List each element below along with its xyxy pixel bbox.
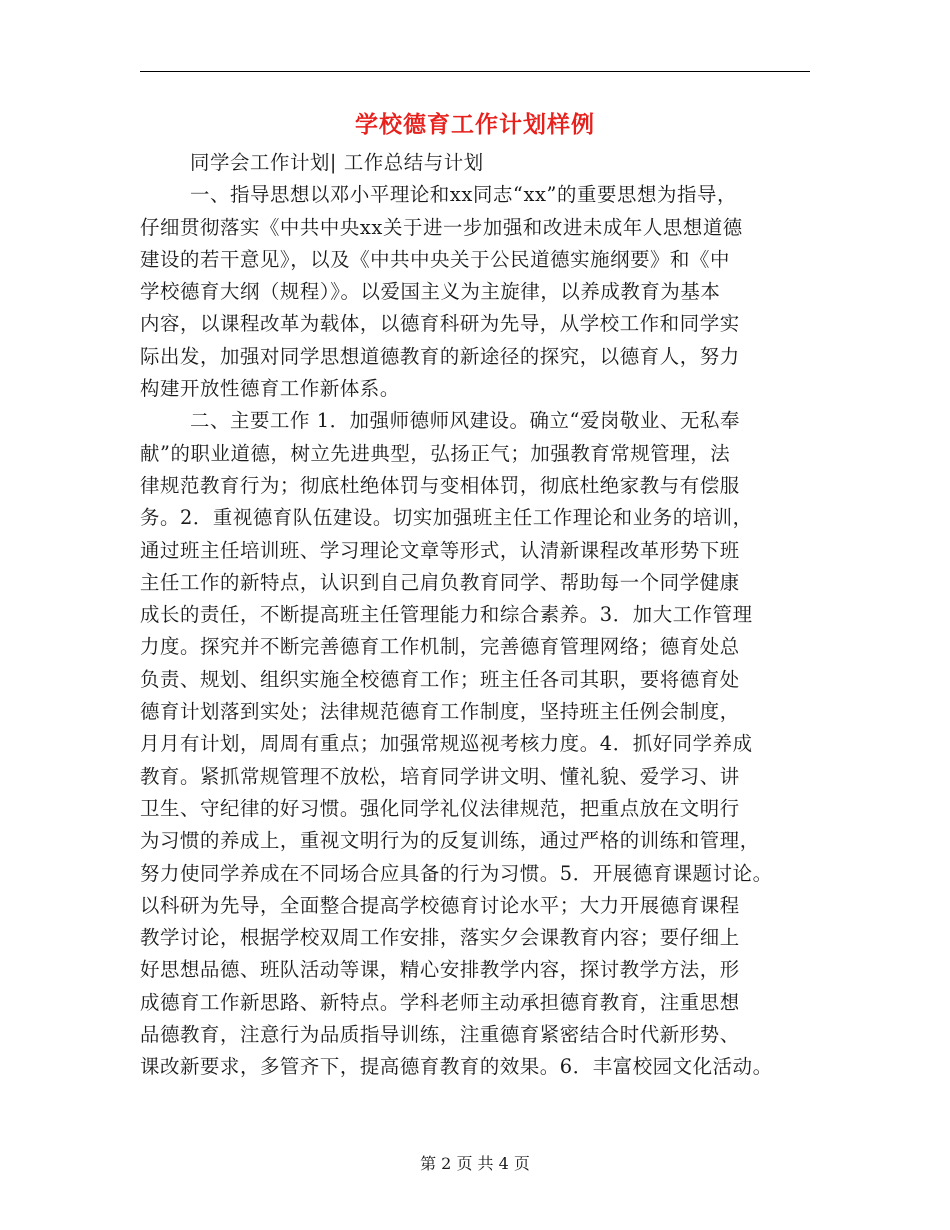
paragraph-line: 献”的职业道德，树立先进典型，弘扬正气；加强教育常规管理，法 <box>140 441 731 465</box>
paragraph-line: 负责、规划、组织实施全校德育工作；班主任各司其职，要将德育处 <box>140 667 740 691</box>
paragraph-line: 成长的责任，不断提高班主任管理能力和综合素养。3．加大工作管理 <box>140 603 753 627</box>
paragraph-line: 好思想品德、班队活动等课，精心安排教学内容，探讨教学方法，形 <box>140 958 740 982</box>
header-rule <box>140 71 810 72</box>
paragraph-line: 教学讨论，根据学校双周工作安排，落实夕会课教育内容；要仔细上 <box>140 926 740 950</box>
paragraph-line: 建设的若干意见》，以及《中共中央关于公民道德实施纲要》和《中 <box>140 247 731 271</box>
paragraph-line: 学校德育大纲（规程）》。以爱国主义为主旋律，以养成教育为基本 <box>140 280 721 304</box>
paragraph-line: 力度。探究并不断完善德育工作机制，完善德育管理网络；德育处总 <box>140 635 740 659</box>
paragraph-line: 律规范教育行为；彻底杜绝体罚与变相体罚，彻底杜绝家教与有偿服 <box>140 473 740 497</box>
paragraph-line: 努力使同学养成在不同场合应具备的行为习惯。5．开展德育课题讨论。 <box>140 861 773 885</box>
paragraph-line: 二、主要工作 1．加强师德师风建设。确立“爱岗敬业、无私奉 <box>190 409 740 433</box>
paragraph-line: 课改新要求，多管齐下，提高德育教育的效果。6．丰富校园文化活动。 <box>140 1055 773 1079</box>
paragraph-line: 通过班主任培训班、学习理论文章等形式，认清新课程改革形势下班 <box>140 538 740 562</box>
paragraph-line: 卫生、守纪律的好习惯。强化同学礼仪法律规范，把重点放在文明行 <box>140 796 740 820</box>
paragraph-line: 构建开放性德育工作新体系。 <box>140 377 400 401</box>
paragraph-line: 际出发，加强对同学思想道德教育的新途径的探究，以德育人，努力 <box>140 344 740 368</box>
paragraph-line: 仔细贯彻落实《中共中央xx关于进一步加强和改进未成年人思想道德 <box>140 215 743 239</box>
paragraph-line: 以科研为先导，全面整合提高学校德育讨论水平；大力开展德育课程 <box>140 893 740 917</box>
paragraph-line: 成德育工作新思路、新特点。学科老师主动承担德育教育，注重思想 <box>140 990 740 1014</box>
subtitle-line: 同学会工作计划| 工作总结与计划 <box>190 151 484 174</box>
paragraph-line: 品德教育，注意行为品质指导训练，注重德育紧密结合时代新形势、 <box>140 1023 740 1047</box>
document-title: 学校德育工作计划样例 <box>355 111 595 138</box>
paragraph-line: 教育。紧抓常规管理不放松，培育同学讲文明、懂礼貌、爱学习、讲 <box>140 764 740 788</box>
paragraph-line: 为习惯的养成上，重视文明行为的反复训练，通过严格的训练和管理， <box>140 829 760 853</box>
paragraph-line: 主任工作的新特点，认识到自己肩负教育同学、帮助每一个同学健康 <box>140 570 740 594</box>
paragraph-line: 德育计划落到实处；法律规范德育工作制度，坚持班主任例会制度， <box>140 700 740 724</box>
paragraph-line: 月月有计划，周周有重点；加强常规巡视考核力度。4．抓好同学养成 <box>140 732 753 756</box>
paragraph-line: 一、指导思想以邓小平理论和xx同志“xx”的重要思想为指导， <box>190 183 737 207</box>
page-number-footer: 第 2 页 共 4 页 <box>420 1154 530 1173</box>
paragraph-line: 内容，以课程改革为载体，以德育科研为先导，从学校工作和同学实 <box>140 312 740 336</box>
paragraph-line: 务。2．重视德育队伍建设。切实加强班主任工作理论和业务的培训， <box>140 506 753 530</box>
document-body <box>140 147 820 1084</box>
